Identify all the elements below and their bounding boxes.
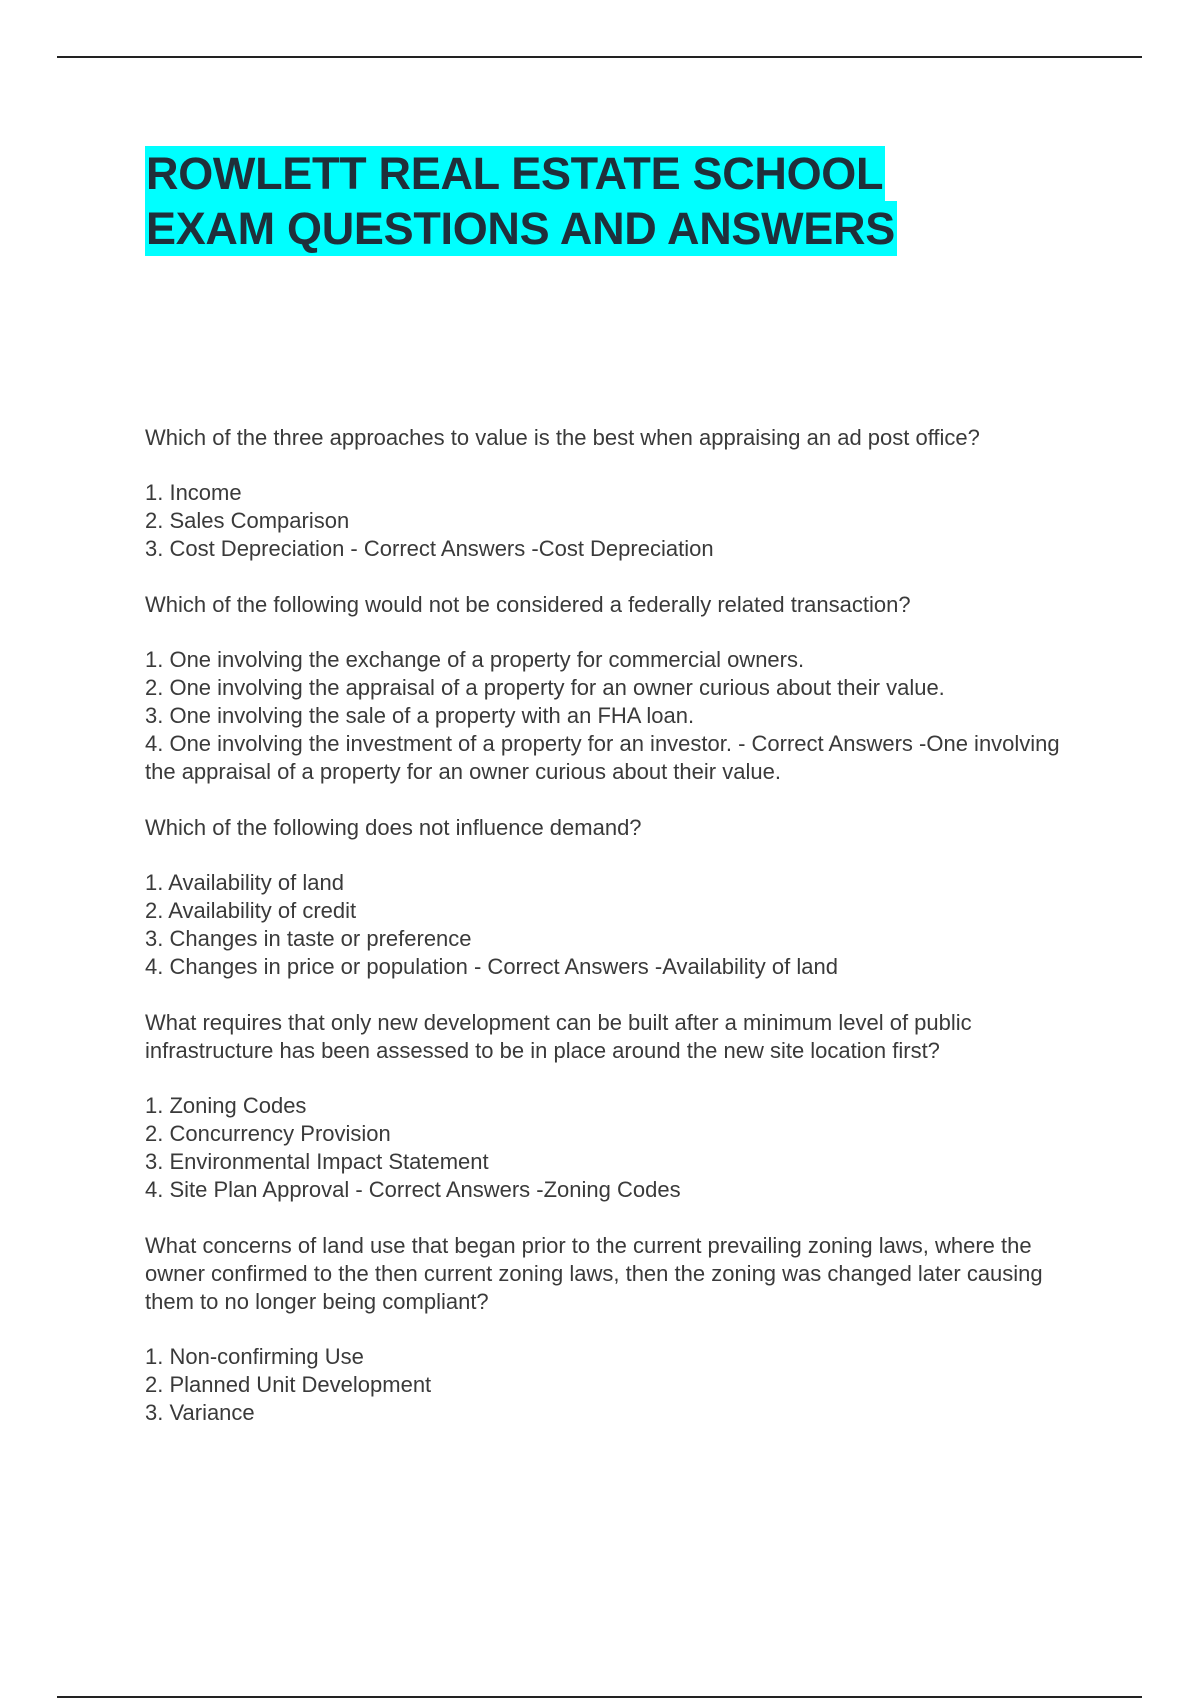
options-2 <box>145 646 1095 786</box>
option: 2. One involving the appraisal of a property for an owner curious about their value. <box>145 675 945 700</box>
option: 2. Concurrency Provision <box>145 1121 391 1146</box>
option: 3. Cost Depreciation - Correct Answers -Cost Depreciation <box>145 536 714 561</box>
option: 2. Availability of credit <box>145 898 357 923</box>
question-3: Which of the following does not influence demand? <box>145 815 642 840</box>
option: 4. Changes in price or population - Correct Answers -Availability of land <box>145 954 838 979</box>
header-rule <box>57 56 1142 58</box>
question-1: Which of the three approaches to value is the best when appraising an ad post office? <box>145 425 980 450</box>
qa-item-5 <box>145 1232 1095 1427</box>
title-line-1: ROWLETT REAL ESTATE SCHOOL <box>146 148 884 199</box>
question-2: Which of the following would not be considered a federally related transaction? <box>145 592 911 617</box>
option: 1. Availability of land <box>145 870 344 895</box>
option: 3. Changes in taste or preference <box>145 926 472 951</box>
qa-list <box>145 424 1095 1455</box>
option: 3. One involving the sale of a property with an FHA loan. <box>145 703 695 728</box>
footer-rule <box>57 1696 1142 1698</box>
qa-item-3 <box>145 814 1095 981</box>
options-5 <box>145 1343 1095 1427</box>
option: 4. Site Plan Approval - Correct Answers -Zoning Codes <box>145 1177 681 1202</box>
options-1 <box>145 479 1095 563</box>
option: 1. One involving the exchange of a property for commercial owners. <box>145 647 805 672</box>
option: 2. Planned Unit Development <box>145 1372 432 1397</box>
document-title <box>145 146 1145 256</box>
question-5: What concerns of land use that began prior to the current prevailing zoning laws, where the owner confirmed to the then current zoning laws, then the zoning was changed later causing them to no longer being compliant? <box>145 1233 1043 1314</box>
option: 3. Environmental Impact Statement <box>145 1149 489 1174</box>
title-line-2: EXAM QUESTIONS AND ANSWERS <box>146 203 895 254</box>
option: 1. Zoning Codes <box>145 1093 307 1118</box>
option: 2. Sales Comparison <box>145 508 350 533</box>
option: 1. Income <box>145 480 242 505</box>
qa-item-2 <box>145 591 1095 786</box>
options-3 <box>145 869 1095 981</box>
option: 1. Non-confirming Use <box>145 1344 364 1369</box>
option: 4. One involving the investment of a property for an investor. - Correct Answers -One involving the appraisal of a property for an owner curious about their value. <box>145 731 1060 784</box>
question-4: What requires that only new development can be built after a minimum level of public infrastructure has been assessed to be in place around the new site location first? <box>145 1010 972 1063</box>
options-4 <box>145 1092 1095 1204</box>
option: 3. Variance <box>145 1400 255 1425</box>
qa-item-1 <box>145 424 1095 563</box>
qa-item-4 <box>145 1009 1095 1204</box>
